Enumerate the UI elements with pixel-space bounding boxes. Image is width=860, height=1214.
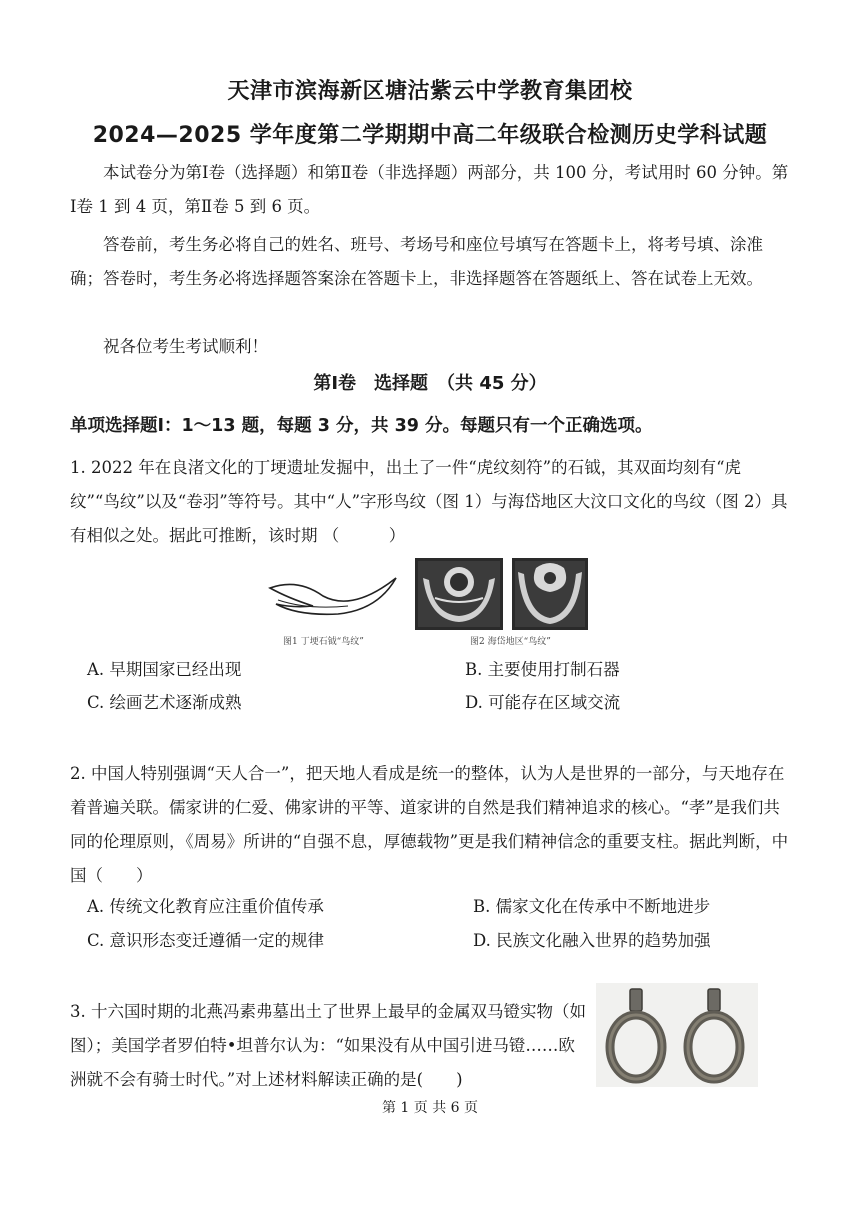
- instruction-paragraph-2: 答卷前，考生务必将自己的姓名、班号、考场号和座位号填写在答题卡上，将考号填、涂准确；答卷时，考生务必将选择题答案涂在答题卡上，非选择题答在答题纸上、答在试卷上无效。: [70, 235, 763, 288]
- school-title: 天津市滨海新区塘沽紫云中学教育集团校: [227, 79, 633, 104]
- figure-2-caption: 图2 海岱地区“鸟纹”: [470, 637, 551, 647]
- figure-2-rubbing-right: [512, 558, 588, 634]
- figure-1-bird-pattern: [268, 570, 398, 624]
- q1-option-b[interactable]: B. 主要使用打制石器: [465, 660, 620, 679]
- instruction-paragraph-1: 本试卷分为第Ⅰ卷（选择题）和第Ⅱ卷（非选择题）两部分，共 100 分，考试用时 60 分钟。第Ⅰ卷 1 到 4 页，第Ⅱ卷 5 到 6 页。: [70, 163, 789, 216]
- q1-option-c[interactable]: C. 绘画艺术逐渐成熟: [87, 693, 242, 712]
- q1-option-d[interactable]: D. 可能存在区域交流: [465, 693, 621, 712]
- figure-2-rubbing-left: [415, 558, 503, 634]
- instruction-paragraph-3: 祝各位考生考试顺利！: [103, 337, 268, 356]
- stirrups-photo: [596, 983, 758, 1091]
- exam-title: 2024—2025 学年度第二学期期中高二年级联合检测历史学科试题: [92, 123, 768, 148]
- q2-option-a[interactable]: A. 传统文化教育应注重价值传承: [87, 897, 324, 916]
- question-3-stem: 3. 十六国时期的北燕冯素弗墓出土了世界上最早的金属双马镫实物（如图）；美国学者罗伯特•坦普尔认为：“如果没有从中国引进马镫……欧洲就不会有骑士时代。”对上述材料解读正确的是( ): [70, 1002, 586, 1089]
- section-heading: 第Ⅰ卷 选择题 （共 45 分）: [313, 373, 547, 394]
- q1-option-a[interactable]: A. 早期国家已经出现: [87, 660, 242, 679]
- question-1-stem: 1. 2022 年在良渚文化的丁埂遗址发掘中，出土了一件“虎纹刻符”的石钺，其双面均刻有“虎纹”“鸟纹”以及“卷羽”等符号。其中“人”字形鸟纹（图 1）与海岱地区大汶口文化的鸟纹（图 2）具有相似之处。据此可推断，该时期 （ ）: [70, 458, 788, 545]
- q2-option-b[interactable]: B. 儒家文化在传承中不断地进步: [473, 897, 711, 916]
- q2-option-d[interactable]: D. 民族文化融入世界的趋势加强: [473, 931, 711, 950]
- figure-1-caption: 图1 丁埂石钺“鸟纹”: [283, 637, 364, 647]
- question-2-stem: 2. 中国人特别强调“天人合一”，把天地人看成是统一的整体，认为人是世界的一部分，与天地存在着普遍关联。儒家讲的仁爱、佛家讲的平等、道家讲的自然是我们精神追求的核心。“孝”是我们共同的伦理原则，《周易》所讲的“自强不息，厚德载物”更是我们精神信念的重要支柱。据此判断，中国（ ）: [70, 764, 789, 885]
- page-footer: 第 1 页 共 6 页: [381, 1100, 479, 1116]
- q2-option-c[interactable]: C. 意识形态变迁遵循一定的规律: [87, 931, 325, 950]
- section-subheading: 单项选择题Ⅰ：1～13 题，每题 3 分，共 39 分。每题只有一个正确选项。: [70, 416, 653, 436]
